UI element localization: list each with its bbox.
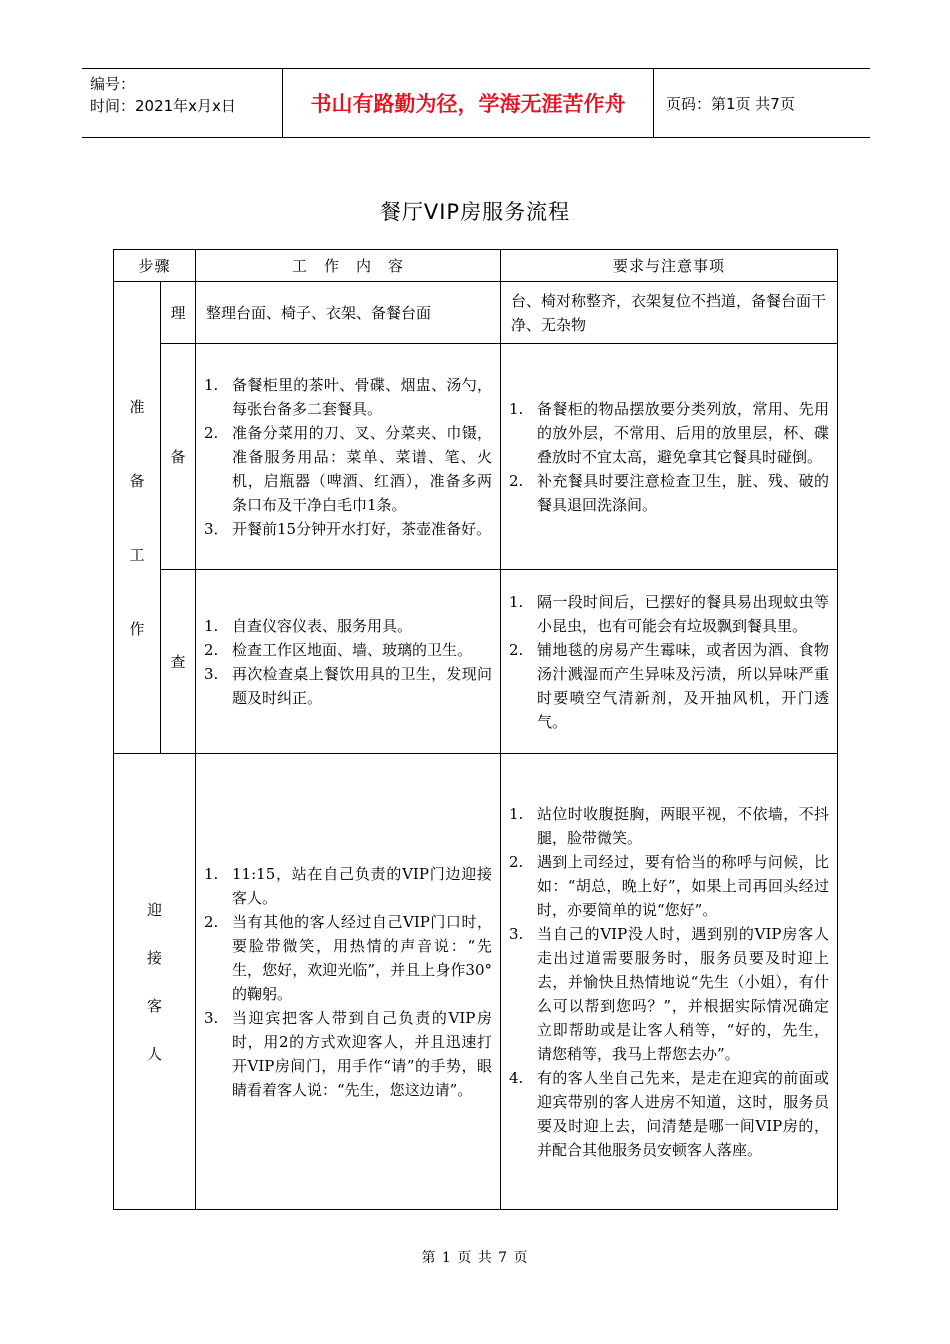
content-cell (196, 570, 501, 754)
list-item: 2. 检查工作区地面、墙、玻璃的卫生。 (204, 640, 473, 659)
content-cell: 整理台面、椅子、衣架、备餐台面 (196, 282, 501, 344)
greet-char: 人 (147, 1044, 163, 1063)
notes-cell (501, 570, 838, 754)
prep-step-label (114, 282, 161, 754)
table-row (114, 570, 838, 754)
prep-char: 工 (129, 545, 145, 564)
sub-step-prepare: 备 (161, 344, 196, 570)
header-step: 步骤 (114, 250, 196, 282)
list-item: 3． 开餐前15分钟开水打好，茶壶准备好。 (204, 519, 492, 538)
greet-step-label (114, 754, 196, 1210)
notes-cell (501, 344, 838, 570)
list-item: 3. 当自己的VIP没人时，遇到别的VIP房客人走出过道需要服务时，服务员要及时迎上去，并愉快且热情地说“先生（小姐），有什么可以帮到您吗？”，并根据实际情况确定立即帮助或是让客人稍等，“好的，先生，请您稍等，我马上帮您去办”。 (509, 924, 830, 1063)
list-item: 1. 隔一段时间后，已摆好的餐具易出现蚊虫等小昆虫，也有可能会有垃圾飘到餐具里。 (509, 592, 830, 635)
service-process-table (113, 249, 838, 1210)
list-item: 3. 当迎宾把客人带到自己负责的VIP房时，用2的方式欢迎客人，并且迅速打开VIP房间门，用手作“请”的手势，眼睛看着客人说：“先生，您这边请”。 (204, 1008, 493, 1099)
content-cell (196, 344, 501, 570)
table-row (114, 282, 838, 344)
content-cell (196, 754, 501, 1210)
table-header-row (114, 250, 838, 282)
greet-char: 客 (147, 996, 163, 1015)
header-content: 工 作 内 容 (196, 250, 501, 282)
greet-char: 迎 (147, 900, 163, 919)
table-row (114, 754, 838, 1210)
notes-cell: 台、椅对称整齐，衣架复位不挡道，备餐台面干净、无杂物 (501, 282, 838, 344)
list-item: 3. 再次检查桌上餐饮用具的卫生，发现问题及时纠正。 (204, 664, 493, 707)
list-item: 2. 当有其他的客人经过自己VIP门口时，要脸带微笑，用热情的声音说：“先生，您好，欢迎光临”，并且上身作30°的鞠躬。 (204, 912, 493, 1003)
prep-char: 作 (129, 619, 145, 638)
prep-char: 准 (129, 397, 145, 416)
document-header (82, 68, 870, 138)
sub-step-check: 查 (161, 570, 196, 754)
document-title: 餐厅VIP房服务流程 (379, 200, 571, 224)
number-label: 编号： (90, 75, 136, 93)
prep-char: 备 (129, 471, 145, 490)
list-item: 4. 有的客人坐自己先来，是走在迎宾的前面或迎宾带别的客人进房不知道，这时，服务员要及时迎上去，问清楚是哪一间VIP房的，并配合其他服务员安顿客人落座。 (509, 1068, 830, 1159)
list-item: 2. 准备分菜用的刀、叉、分菜夹、巾镊，准备服务用品：菜单、菜谱、笔、火机，启瓶器（啤酒、红酒），准备多两条口布及干净白毛巾1条。 (204, 423, 493, 514)
header-page-info: 页码：第1页 共7页 (666, 94, 795, 113)
list-item: 1. 备餐柜里的茶叶、骨碟、烟盅、汤勺，每张台备多二套餐具。 (204, 375, 493, 418)
table-row (114, 344, 838, 570)
greet-char: 接 (147, 948, 163, 967)
time-label: 时间：2021年x月x日 (90, 97, 236, 115)
list-item: 1. 自查仪容仪表、服务用具。 (204, 616, 413, 635)
sub-step-arrange: 理 (161, 282, 196, 344)
header-motto: 书山有路勤为径，学海无涯苦作舟 (282, 69, 654, 137)
list-item: 1. 11:15，站在自己负责的VIP门边迎接客人。 (204, 864, 493, 907)
page-footer: 第 1 页 共 7 页 (421, 1250, 529, 1266)
header-notes: 要求与注意事项 (501, 250, 838, 282)
list-item: 2. 补充餐具时要注意检查卫生，脏、残、破的餐具退回洗涤间。 (509, 471, 830, 514)
header-meta (82, 69, 282, 137)
list-item: 2. 铺地毯的房易产生霉味，或者因为酒、食物汤汁溅湿而产生异味及污渍，所以异味严重时要喷空气清新剂，及开抽风机，开门透气。 (509, 640, 830, 731)
list-item: 1. 备餐柜的物品摆放要分类列放，常用、先用的放外层，不常用、后用的放里层，杯、碟叠放时不宜太高，避免拿其它餐具时碰倒。 (509, 399, 830, 466)
list-item: 2. 遇到上司经过，要有恰当的称呼与问候，比如：“胡总，晚上好”，如果上司再回头经过时，亦要简单的说“您好”。 (509, 852, 830, 919)
list-item: 1. 站位时收腹挺胸，两眼平视，不依墙，不抖腿，脸带微笑。 (509, 804, 830, 847)
notes-cell (501, 754, 838, 1210)
